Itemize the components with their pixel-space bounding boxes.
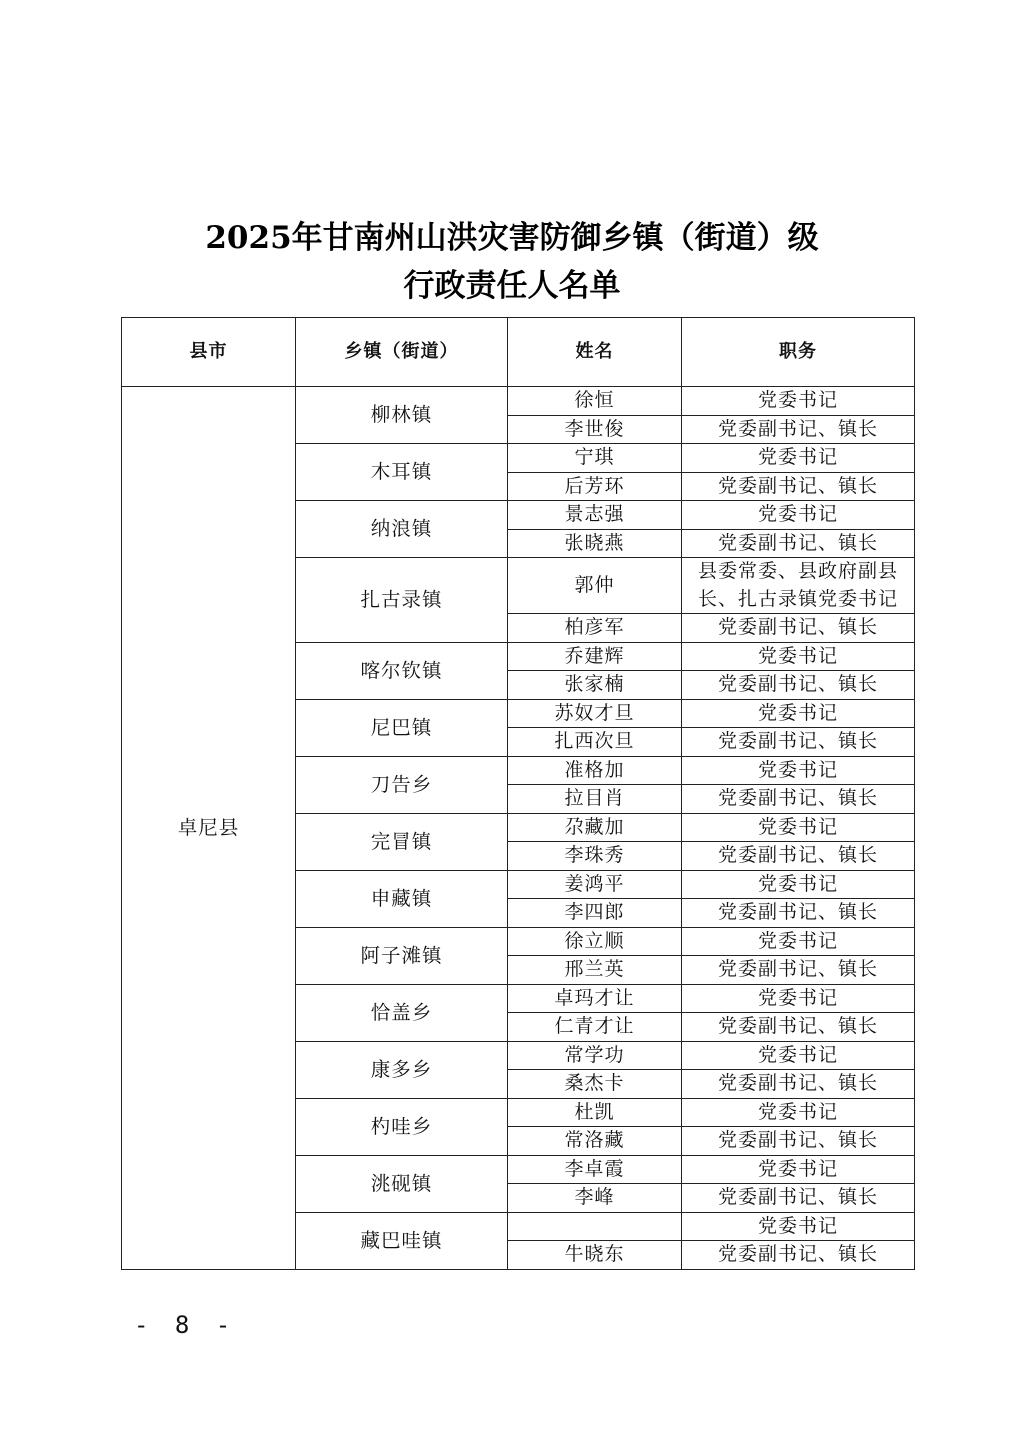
name-cell: 柏彦军 — [508, 614, 682, 643]
duty-cell: 党委副书记、镇长 — [682, 842, 915, 871]
name-cell: 牛晓东 — [508, 1241, 682, 1270]
duty-cell: 党委书记 — [682, 387, 915, 416]
name-cell: 杜凯 — [508, 1098, 682, 1127]
duty-cell: 党委书记 — [682, 927, 915, 956]
name-cell: 苏奴才旦 — [508, 699, 682, 728]
duty-cell: 党委副书记、镇长 — [682, 472, 915, 501]
duty-cell — [682, 558, 915, 614]
name-cell: 景志强 — [508, 501, 682, 530]
duty-cell: 党委书记 — [682, 501, 915, 530]
document-title-line-1: 2025年甘南州山洪灾害防御乡镇（街道）级 — [205, 220, 819, 256]
town-cell: 申藏镇 — [296, 870, 508, 927]
name-cell — [508, 1212, 682, 1241]
header-town: 乡镇（街道） — [296, 318, 508, 387]
town-cell: 刀告乡 — [296, 756, 508, 813]
duty-cell: 党委书记 — [682, 756, 915, 785]
duty-cell: 党委副书记、镇长 — [682, 728, 915, 757]
name-cell: 准格加 — [508, 756, 682, 785]
duty-cell: 党委书记 — [682, 1098, 915, 1127]
name-cell: 拉目肖 — [508, 785, 682, 814]
duty-cell: 党委书记 — [682, 699, 915, 728]
name-cell: 姜鸿平 — [508, 870, 682, 899]
town-cell: 木耳镇 — [296, 444, 508, 501]
duty-line: 长、扎古录镇党委书记 — [697, 587, 898, 610]
duty-cell: 党委副书记、镇长 — [682, 1184, 915, 1213]
duty-cell: 党委书记 — [682, 984, 915, 1013]
town-cell: 扎古录镇 — [296, 558, 508, 643]
name-cell: 仁青才让 — [508, 1013, 682, 1042]
duty-cell: 党委书记 — [682, 1041, 915, 1070]
town-cell: 洮砚镇 — [296, 1155, 508, 1212]
name-cell: 李峰 — [508, 1184, 682, 1213]
header-duty: 职务 — [682, 318, 915, 387]
name-cell: 尕藏加 — [508, 813, 682, 842]
town-cell: 完冒镇 — [296, 813, 508, 870]
name-cell: 宁琪 — [508, 444, 682, 473]
town-cell: 恰盖乡 — [296, 984, 508, 1041]
town-cell: 纳浪镇 — [296, 501, 508, 558]
name-cell: 李四郎 — [508, 899, 682, 928]
town-cell: 柳林镇 — [296, 387, 508, 444]
duty-cell: 党委书记 — [682, 813, 915, 842]
name-cell: 张晓燕 — [508, 529, 682, 558]
town-cell: 阿子滩镇 — [296, 927, 508, 984]
name-cell: 李世俊 — [508, 415, 682, 444]
table-row — [122, 387, 915, 416]
name-cell: 邢兰英 — [508, 956, 682, 985]
responsible-persons-table — [121, 317, 915, 1270]
name-cell: 徐恒 — [508, 387, 682, 416]
name-cell: 常洛藏 — [508, 1127, 682, 1156]
duty-cell: 党委副书记、镇长 — [682, 1241, 915, 1270]
table-header-row — [122, 318, 915, 387]
duty-cell: 党委书记 — [682, 1155, 915, 1184]
name-cell: 卓玛才让 — [508, 984, 682, 1013]
header-county: 县市 — [122, 318, 296, 387]
town-cell: 杓哇乡 — [296, 1098, 508, 1155]
duty-cell: 党委书记 — [682, 870, 915, 899]
document-title-line-2: 行政责任人名单 — [403, 268, 621, 304]
name-cell: 李卓霞 — [508, 1155, 682, 1184]
county-cell: 卓尼县 — [122, 387, 296, 1270]
duty-cell: 党委副书记、镇长 — [682, 415, 915, 444]
header-name: 姓名 — [508, 318, 682, 387]
page-number: - 8 - — [134, 1311, 237, 1339]
name-cell: 后芳环 — [508, 472, 682, 501]
name-cell: 桑杰卡 — [508, 1070, 682, 1099]
town-cell: 喀尔钦镇 — [296, 642, 508, 699]
duty-cell: 党委副书记、镇长 — [682, 529, 915, 558]
duty-cell: 党委副书记、镇长 — [682, 956, 915, 985]
name-cell: 乔建辉 — [508, 642, 682, 671]
table-body — [122, 387, 915, 1270]
town-cell: 尼巴镇 — [296, 699, 508, 756]
name-cell: 常学功 — [508, 1041, 682, 1070]
duty-cell: 党委副书记、镇长 — [682, 1127, 915, 1156]
town-cell: 康多乡 — [296, 1041, 508, 1098]
town-cell: 藏巴哇镇 — [296, 1212, 508, 1269]
duty-cell: 党委副书记、镇长 — [682, 899, 915, 928]
duty-cell: 党委副书记、镇长 — [682, 671, 915, 700]
duty-cell: 党委书记 — [682, 444, 915, 473]
duty-cell: 党委副书记、镇长 — [682, 614, 915, 643]
name-cell: 李珠秀 — [508, 842, 682, 871]
name-cell: 徐立顺 — [508, 927, 682, 956]
duty-cell: 党委书记 — [682, 642, 915, 671]
name-cell: 扎西次旦 — [508, 728, 682, 757]
name-cell: 张家楠 — [508, 671, 682, 700]
duty-line: 县委常委、县政府副县 — [697, 560, 898, 582]
name-cell: 郭仲 — [508, 558, 682, 614]
duty-cell: 党委书记 — [682, 1212, 915, 1241]
duty-cell: 党委副书记、镇长 — [682, 1013, 915, 1042]
duty-cell: 党委副书记、镇长 — [682, 785, 915, 814]
duty-cell: 党委副书记、镇长 — [682, 1070, 915, 1099]
